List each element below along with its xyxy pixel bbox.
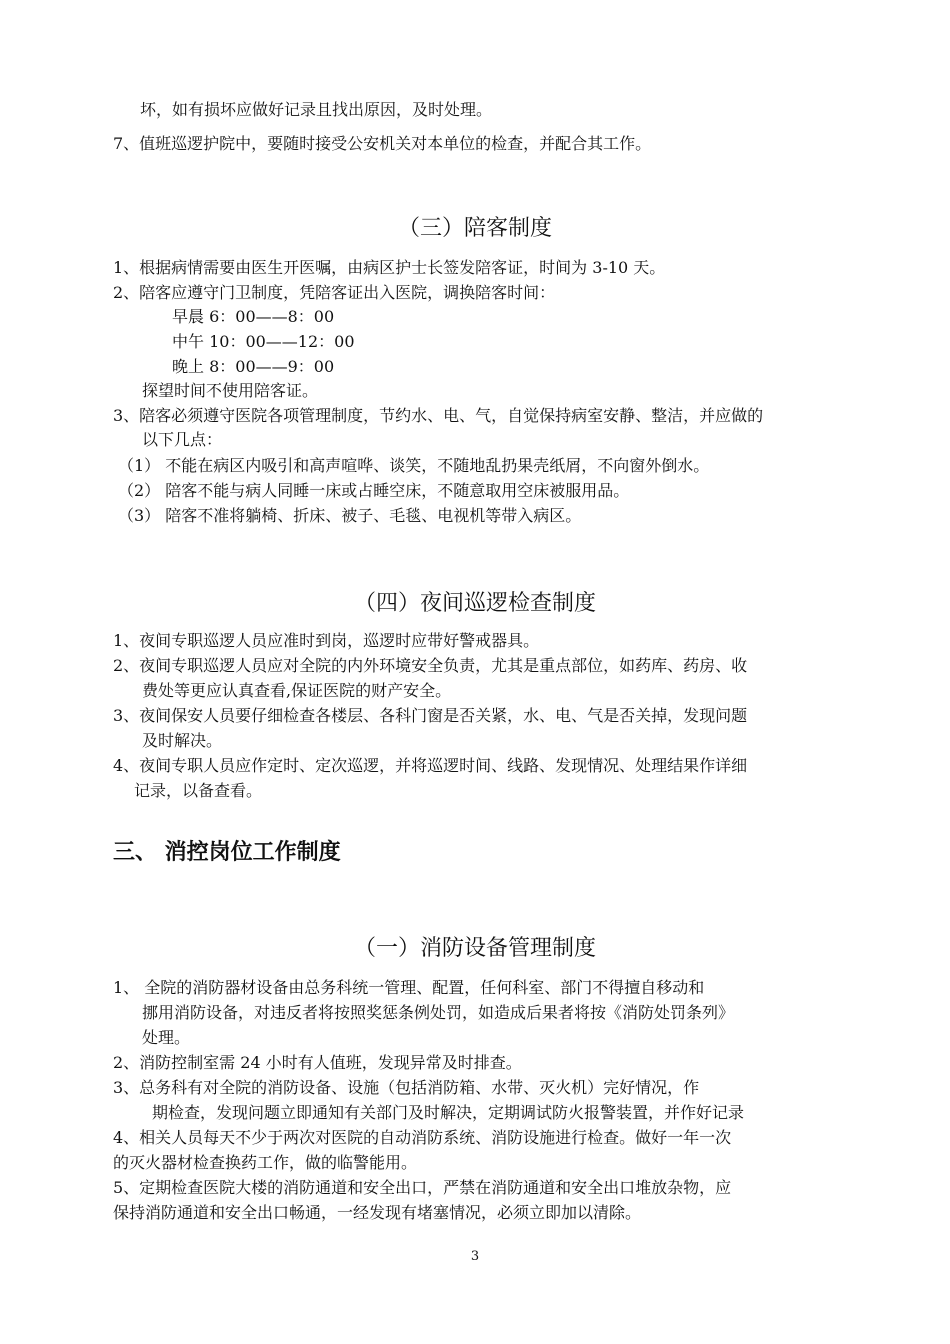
text-line: 1、根据病情需要由医生开医嘱，由病区护士长签发陪客证，时间为 3-10 天。 [113,258,666,277]
text-line: 保持消防通道和安全出口畅通，一经发现有堵塞情况，必须立即加以清除。 [113,1203,642,1222]
text-line: 费处等更应认真查看,保证医院的财产安全。 [142,681,452,700]
text-line: 4、相关人员每天不少于两次对医院的自动消防系统、消防设施进行检查。做好一年一次 [113,1128,732,1147]
text-line: （3） 陪客不准将躺椅、折床、被子、毛毯、电视机等带入病区。 [118,506,582,525]
text-line: 处理。 [142,1028,191,1047]
text-line: 的灭火器材检查换药工作，做的临警能用。 [113,1153,418,1172]
text-line: 以下几点： [142,430,223,449]
text-line: 7、值班巡逻护院中，要随时接受公安机关对本单位的检查，并配合其工作。 [113,134,652,153]
section-title: （一）消防设备管理制度 [353,936,596,961]
text-line: 记录，以备查看。 [134,781,263,800]
text-line: 期检查，发现问题立即通知有关部门及时解决，定期调试防火报警装置，并作好记录 [152,1103,745,1122]
text-line: 探望时间不使用陪客证。 [142,381,319,400]
chapter-title: 三、 消控岗位工作制度 [113,840,341,865]
text-line: 1、夜间专职巡逻人员应准时到岗，巡逻时应带好警戒器具。 [113,631,540,650]
text-line: 1、 全院的消防器材设备由总务科统一管理、配置，任何科室、部门不得擅自移动和 [113,978,705,997]
text-line: 挪用消防设备，对违反者将按照奖惩条例处罚，如造成后果者将按《消防处罚条列》 [142,1003,735,1022]
text-line: 4、夜间专职人员应作定时、定次巡逻，并将巡逻时间、线路、发现情况、处理结果作详细 [113,756,748,775]
text-line: 3、陪客必须遵守医院各项管理制度，节约水、电、气，自觉保持病室安静、整洁，并应做的 [113,406,764,425]
text-line: 2、夜间专职巡逻人员应对全院的内外环境安全负责，尤其是重点部位，如药库、药房、收 [113,656,748,675]
text-line: （1） 不能在病区内吸引和高声喧哗、谈笑，不随地乱扔果壳纸屑，不向窗外倒水。 [118,456,710,475]
text-line: 中午 10：00——12：00 [172,332,355,351]
text-line: （2） 陪客不能与病人同睡一床或占睡空床，不随意取用空床被服用品。 [118,481,630,500]
text-line: 5、定期检查医院大楼的消防通道和安全出口，严禁在消防通道和安全出口堆放杂物，应 [113,1178,732,1197]
text-line: 2、陪客应遵守门卫制度，凭陪客证出入医院，调换陪客时间： [113,283,556,302]
text-line: 及时解决。 [142,731,223,750]
section-title: （四）夜间巡逻检查制度 [353,591,596,616]
page-number: 3 [470,1249,480,1264]
text-line: 早晨 6：00——8：00 [172,307,335,326]
text-line: 坏，如有损坏应做好记录且找出原因，及时处理。 [140,100,493,119]
text-line: 3、总务科有对全院的消防设备、设施（包括消防箱、水带、灭火机）完好情况，作 [113,1078,700,1097]
section-title: （三）陪客制度 [397,216,552,241]
text-line: 3、夜间保安人员要仔细检查各楼层、各科门窗是否关紧，水、电、气是否关掉，发现问题 [113,706,748,725]
text-line: 晚上 8：00——9：00 [172,357,335,376]
text-line: 2、消防控制室需 24 小时有人值班，发现异常及时排查。 [113,1053,522,1072]
